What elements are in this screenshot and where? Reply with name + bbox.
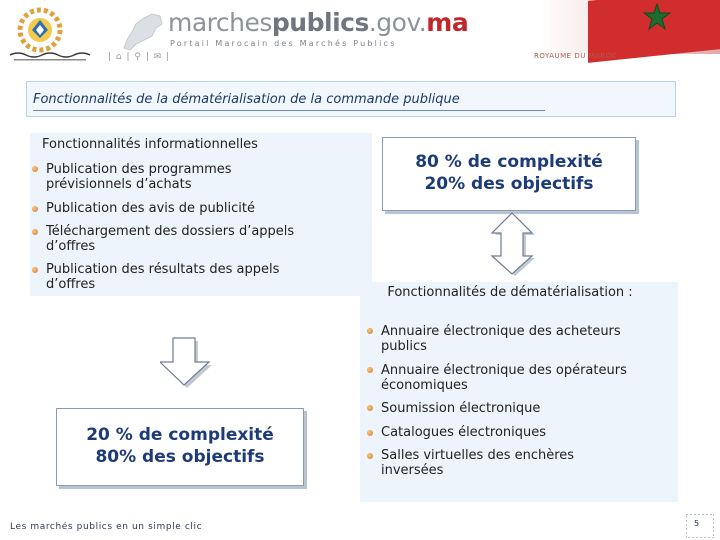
bullet-icon [367, 405, 373, 411]
dematerialisation-features-heading: Fonctionnalités de dématérialisation : [387, 285, 633, 300]
site-name-prefix: marches [168, 8, 272, 37]
right-list-item: Catalogues électroniques [381, 425, 547, 440]
green-star-icon [642, 2, 672, 32]
title-bar [26, 81, 676, 117]
page-number-frame-icon [686, 514, 714, 538]
site-name-bold: publics [271, 8, 369, 37]
site-name [168, 8, 468, 37]
bullet-icon [32, 267, 38, 273]
page-title: Fonctionnalités de la dématérialisation de la commande publique [33, 92, 460, 107]
up-down-arrow-icon [490, 212, 536, 278]
kingdom-label: ROYAUME DU MAROC [534, 52, 618, 60]
morocco-map-icon [118, 8, 166, 52]
left-list-item: Publication des résultats des appels d’offres [46, 262, 280, 292]
site-name-gov: .gov. [368, 8, 427, 37]
bottom-box-line-1: 20 % de complexité [86, 425, 274, 445]
bullet-icon [367, 328, 373, 334]
bullet-icon [367, 453, 373, 459]
site-name-ma: ma [426, 8, 469, 37]
left-list-item: Publication des avis de publicité [46, 201, 256, 216]
right-list-item: Soumission électronique [381, 401, 541, 416]
bullet-icon [32, 166, 38, 172]
bullet-icon [367, 430, 373, 436]
bullet-icon [32, 229, 38, 235]
top-box-line-2: 20% des objectifs [424, 174, 594, 194]
left-list-item: Téléchargement des dossiers d’appels d’offres [46, 224, 295, 254]
header-icon-strip[interactable]: | ⌂ | ⚲ | ✉ | [108, 52, 171, 62]
informational-features-heading: Fonctionnalités informationnelles [42, 137, 258, 152]
bottom-box-line-2: 80% des objectifs [95, 447, 265, 467]
right-list-item: Annuaire électronique des opérateurs économiques [381, 363, 627, 393]
left-list-item: Publication des programmes prévisionnels d’achats [46, 162, 232, 192]
down-arrow-icon [160, 337, 216, 389]
bottom-complexity-box [56, 408, 304, 486]
title-underline [33, 110, 545, 111]
right-list-item: Salles virtuelles des enchères inversées [381, 448, 575, 478]
bullet-icon [32, 206, 38, 212]
top-complexity-box [382, 137, 636, 211]
footer-slogan: Les marchés publics en un simple clic [10, 522, 203, 532]
page-number: 5 [694, 519, 700, 528]
bullet-icon [367, 367, 373, 373]
arabic-logo-text [8, 50, 92, 62]
header-banner [0, 0, 720, 68]
site-tagline: Portail Marocain des Marchés Publics [170, 39, 397, 48]
top-box-line-1: 80 % de complexité [415, 152, 603, 172]
right-list-item: Annuaire électronique des acheteurs publics [381, 324, 621, 354]
